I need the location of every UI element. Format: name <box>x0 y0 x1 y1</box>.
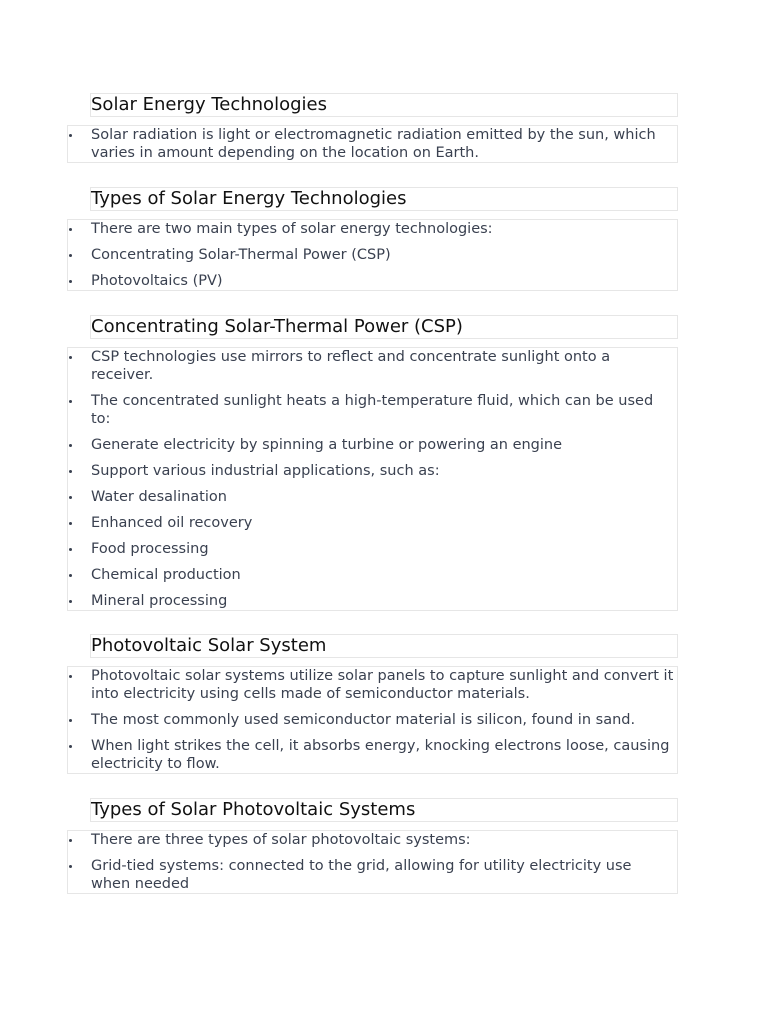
list-item-text: Food processing <box>91 541 209 557</box>
section-heading: Photovoltaic Solar System <box>90 634 678 658</box>
list-item <box>68 488 677 506</box>
list-item <box>68 514 677 532</box>
list-item <box>68 126 677 162</box>
bullet-icon <box>69 280 72 283</box>
bullet-icon <box>69 719 72 722</box>
list-item <box>68 592 677 610</box>
bullet-icon <box>69 400 72 403</box>
bullet-icon <box>69 865 72 868</box>
list-item-text: Photovoltaic solar systems utilize solar panels to capture sunlight and convert it into electricity using cells made of semiconductor materials. <box>91 668 674 702</box>
list-item-text: Concentrating Solar-Thermal Power (CSP) <box>91 247 391 263</box>
bullet-icon <box>69 574 72 577</box>
bullet-icon <box>69 470 72 473</box>
bullet-icon <box>69 134 72 137</box>
bullet-icon <box>69 496 72 499</box>
list-item <box>68 392 677 428</box>
list-item <box>68 436 677 454</box>
bullet-icon <box>69 356 72 359</box>
bullet-icon <box>69 600 72 603</box>
list-item-text: CSP technologies use mirrors to reflect and concentrate sunlight onto a receiver. <box>91 349 611 383</box>
list-item <box>68 737 677 773</box>
list-item-text: Photovoltaics (PV) <box>91 273 223 289</box>
section-heading: Solar Energy Technologies <box>90 93 678 117</box>
list-item <box>68 711 677 729</box>
list-item-text: When light strikes the cell, it absorbs energy, knocking electrons loose, causing electricity to flow. <box>91 738 670 772</box>
bullet-icon <box>69 745 72 748</box>
list-item <box>68 831 677 849</box>
bullet-icon <box>69 254 72 257</box>
bullet-list <box>67 219 678 291</box>
bullet-icon <box>69 522 72 525</box>
bullet-icon <box>69 444 72 447</box>
list-item-text: There are two main types of solar energy technologies: <box>91 221 493 237</box>
bullet-list <box>67 347 678 611</box>
list-item <box>68 220 677 238</box>
list-item-text: Solar radiation is light or electromagnetic radiation emitted by the sun, which varies in amount depending on the location on Earth. <box>91 127 656 161</box>
bullet-list <box>67 666 678 774</box>
list-item <box>68 348 677 384</box>
bullet-icon <box>69 839 72 842</box>
list-item-text: Support various industrial applications, such as: <box>91 463 440 479</box>
bullet-icon <box>69 228 72 231</box>
list-item-text: Enhanced oil recovery <box>91 515 253 531</box>
list-item-text: There are three types of solar photovoltaic systems: <box>91 832 471 848</box>
bullet-list <box>67 830 678 894</box>
list-item <box>68 462 677 480</box>
list-item-text: Mineral processing <box>91 593 228 609</box>
list-item <box>68 857 677 893</box>
section-heading: Concentrating Solar-Thermal Power (CSP) <box>90 315 678 339</box>
list-item <box>68 540 677 558</box>
bullet-list <box>67 125 678 163</box>
section-heading: Types of Solar Photovoltaic Systems <box>90 798 678 822</box>
bullet-icon <box>69 548 72 551</box>
list-item-text: Chemical production <box>91 567 241 583</box>
list-item-text: Water desalination <box>91 489 227 505</box>
list-item <box>68 272 677 290</box>
list-item-text: Grid-tied systems: connected to the grid, allowing for utility electricity use when needed <box>91 858 632 892</box>
list-item <box>68 566 677 584</box>
list-item-text: Generate electricity by spinning a turbine or powering an engine <box>91 437 563 453</box>
list-item-text: The concentrated sunlight heats a high-temperature fluid, which can be used to: <box>91 393 654 427</box>
bullet-icon <box>69 675 72 678</box>
list-item <box>68 667 677 703</box>
section-heading: Types of Solar Energy Technologies <box>90 187 678 211</box>
list-item-text: The most commonly used semiconductor material is silicon, found in sand. <box>91 712 636 728</box>
list-item <box>68 246 677 264</box>
